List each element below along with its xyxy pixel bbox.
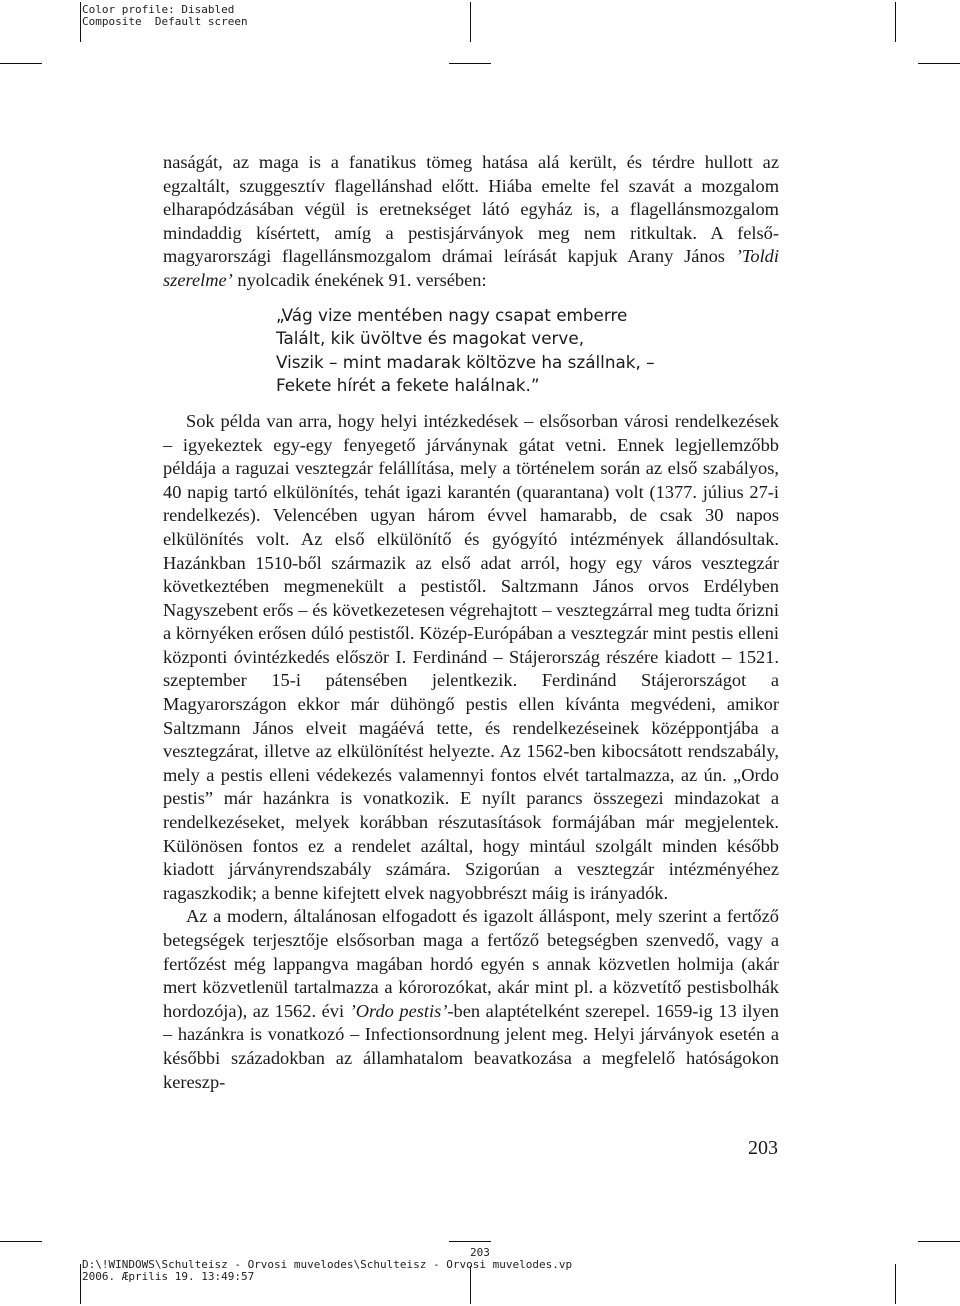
- crop-mark-bottom-right: [895, 1264, 896, 1304]
- crop-mark-bottom-right-horizontal: [918, 1241, 960, 1242]
- file-path: D:\!WINDOWS\Schulteisz - Orvosi muvelodes\Schulteisz - Orvosi muvelodes.vp: [82, 1258, 573, 1271]
- crop-mark-top-right-horizontal: [918, 63, 960, 64]
- body-text: [163, 151, 779, 1094]
- page-number: 203: [748, 1137, 778, 1159]
- paragraph-1: naságát, az maga is a fanatikus tömeg hatása alá került, és térdre hullott az egzaltált, szuggesztív flagellánshad előtt. Hiába emelte fel szavát a mozgalom elharapódzásában végül is eretnekséget látó egyház is, a flagellánsmozgalom mindaddig kísértett, amíg a pestisjárványok meg nem ritkultak. A felső-magyarországi flagellánsmozgalom drámai leírását kapjuk Arany János ’Toldi szerelme’ nyolcadik énekének 91. versében:: [163, 152, 779, 290]
- verse-line-4: Fekete hírét a fekete halálnak.”: [276, 375, 540, 396]
- slug-header: [82, 4, 248, 28]
- composite-line: Composite Default screen: [82, 15, 248, 28]
- timestamp: 2006. Æprilis 19. 13:49:57: [82, 1270, 255, 1283]
- paragraph-2: Sok példa van arra, hogy helyi intézkedések – elsősorban városi rendelkezések – igyekeztek egy-egy fenyegető járványnak gátat vetni. Ennek legjellemzőbb példája a raguzai vesztegzár felállítása, mely a történelem során az első szabályos, 40 napig tartó elkülönítés, tehát igazi karantén (quarantana) volt (1377. július 27-i rendelkezés). Velencében ugyan három évvel hamarabb, de csak 30 napos elkülönítés volt. Az első elkülönítő és gyógyító intézmények állandósultak. Hazánkban 1510-ből származik az első adat arról, hogy egy város vesztegzár következtében megmenekült a pestistől. Saltzmann János orvos Erdélyben Nagyszebent erős – és következetesen végrehajtott – vesztegzárral meg tudta őrizni a környéken erősen dúló pestistől. Közép-Európában a vesztegzár mint pestis elleni központi óvintézkedés először I. Ferdinánd – Stájerország részére kiadott – 1521. szeptember 15-i pátensében jelentkezik. Ferdinánd Stájerországot a Magyarországon ekkor már dühöngő pestis ellen kívánta megvédeni, amikor Saltzmann János elveit magáévá tette, és rendelkezéseinek középpontjába a vesztegzárat, illetve az elkülönítést helyezte. Az 1562-ben kibocsátott rendszabály, mely a pestis elleni védekezés valamennyi fontos elvét tartalmazza, az ún. „Ordo pestis” már hazánkra is vonatkozik. E nyílt parancs összegezi mindazokat a rendelkezéseket, melyek korábban részutasítások formájában már megjelentek. Különösen fontos ez a rendelet azáltal, hogy mintául szolgált minden később kiadott járványrendszabály számára. Szigorúan a vesztegzár intézményéhez ragaszkodik; a benne kifejtett elvek nagyobbrészt máig is irányadók.: [163, 410, 779, 903]
- italic-title-toldi: ’Toldi szerelme’: [163, 246, 779, 290]
- footer-page-number: 203: [470, 1246, 490, 1259]
- crop-mark-top-left-horizontal: [0, 63, 42, 64]
- slug-footer: [82, 1259, 572, 1283]
- paragraph-3: Az a modern, általánosan elfogadott és igazolt álláspont, mely szerint a fertőző betegségek terjesztője elsősorban maga a fertőző betegségben szenvedő, vagy a fertőzést még lappangva magában hordó egyén s annak közvetlen holmija (akár mert közvetlenül tartalmazza a kórorozókat, akár mint pl. a közvetítő pestisbolhák hordozója), az 1562. évi ’Ordo pestis’-ben alaptételként szerepel. 1659-ig 13 ilyen – hazánkra is vonatkozó – Infectionsordnung jelent meg. Helyi járványok esetén a későbbi századokban az államhatalom beavatkozása a megfelelő hatóságokon kereszp-: [163, 906, 779, 1092]
- italic-title-ordo-pestis: ’Ordo pestis’: [349, 1000, 448, 1021]
- verse-line-3: Viszik – mint madarak költözve ha szállnak, –: [276, 351, 655, 372]
- crop-mark-bottom-center-horizontal: [449, 1241, 491, 1242]
- crop-mark-bottom-left: [80, 1264, 81, 1304]
- color-profile-line: Color profile: Disabled: [82, 3, 235, 16]
- crop-mark-bottom-left-horizontal: [0, 1241, 42, 1242]
- crop-mark-top-right: [895, 2, 896, 42]
- verse-line-2: Talált, kik üvöltve és magokat verve,: [276, 328, 585, 349]
- crop-mark-top-center: [470, 2, 471, 42]
- crop-mark-top-left: [80, 2, 81, 42]
- verse-quote: [276, 304, 779, 398]
- verse-line-1: „Vág vize mentében nagy csapat emberre: [276, 304, 628, 325]
- crop-mark-top-center-horizontal: [449, 63, 491, 64]
